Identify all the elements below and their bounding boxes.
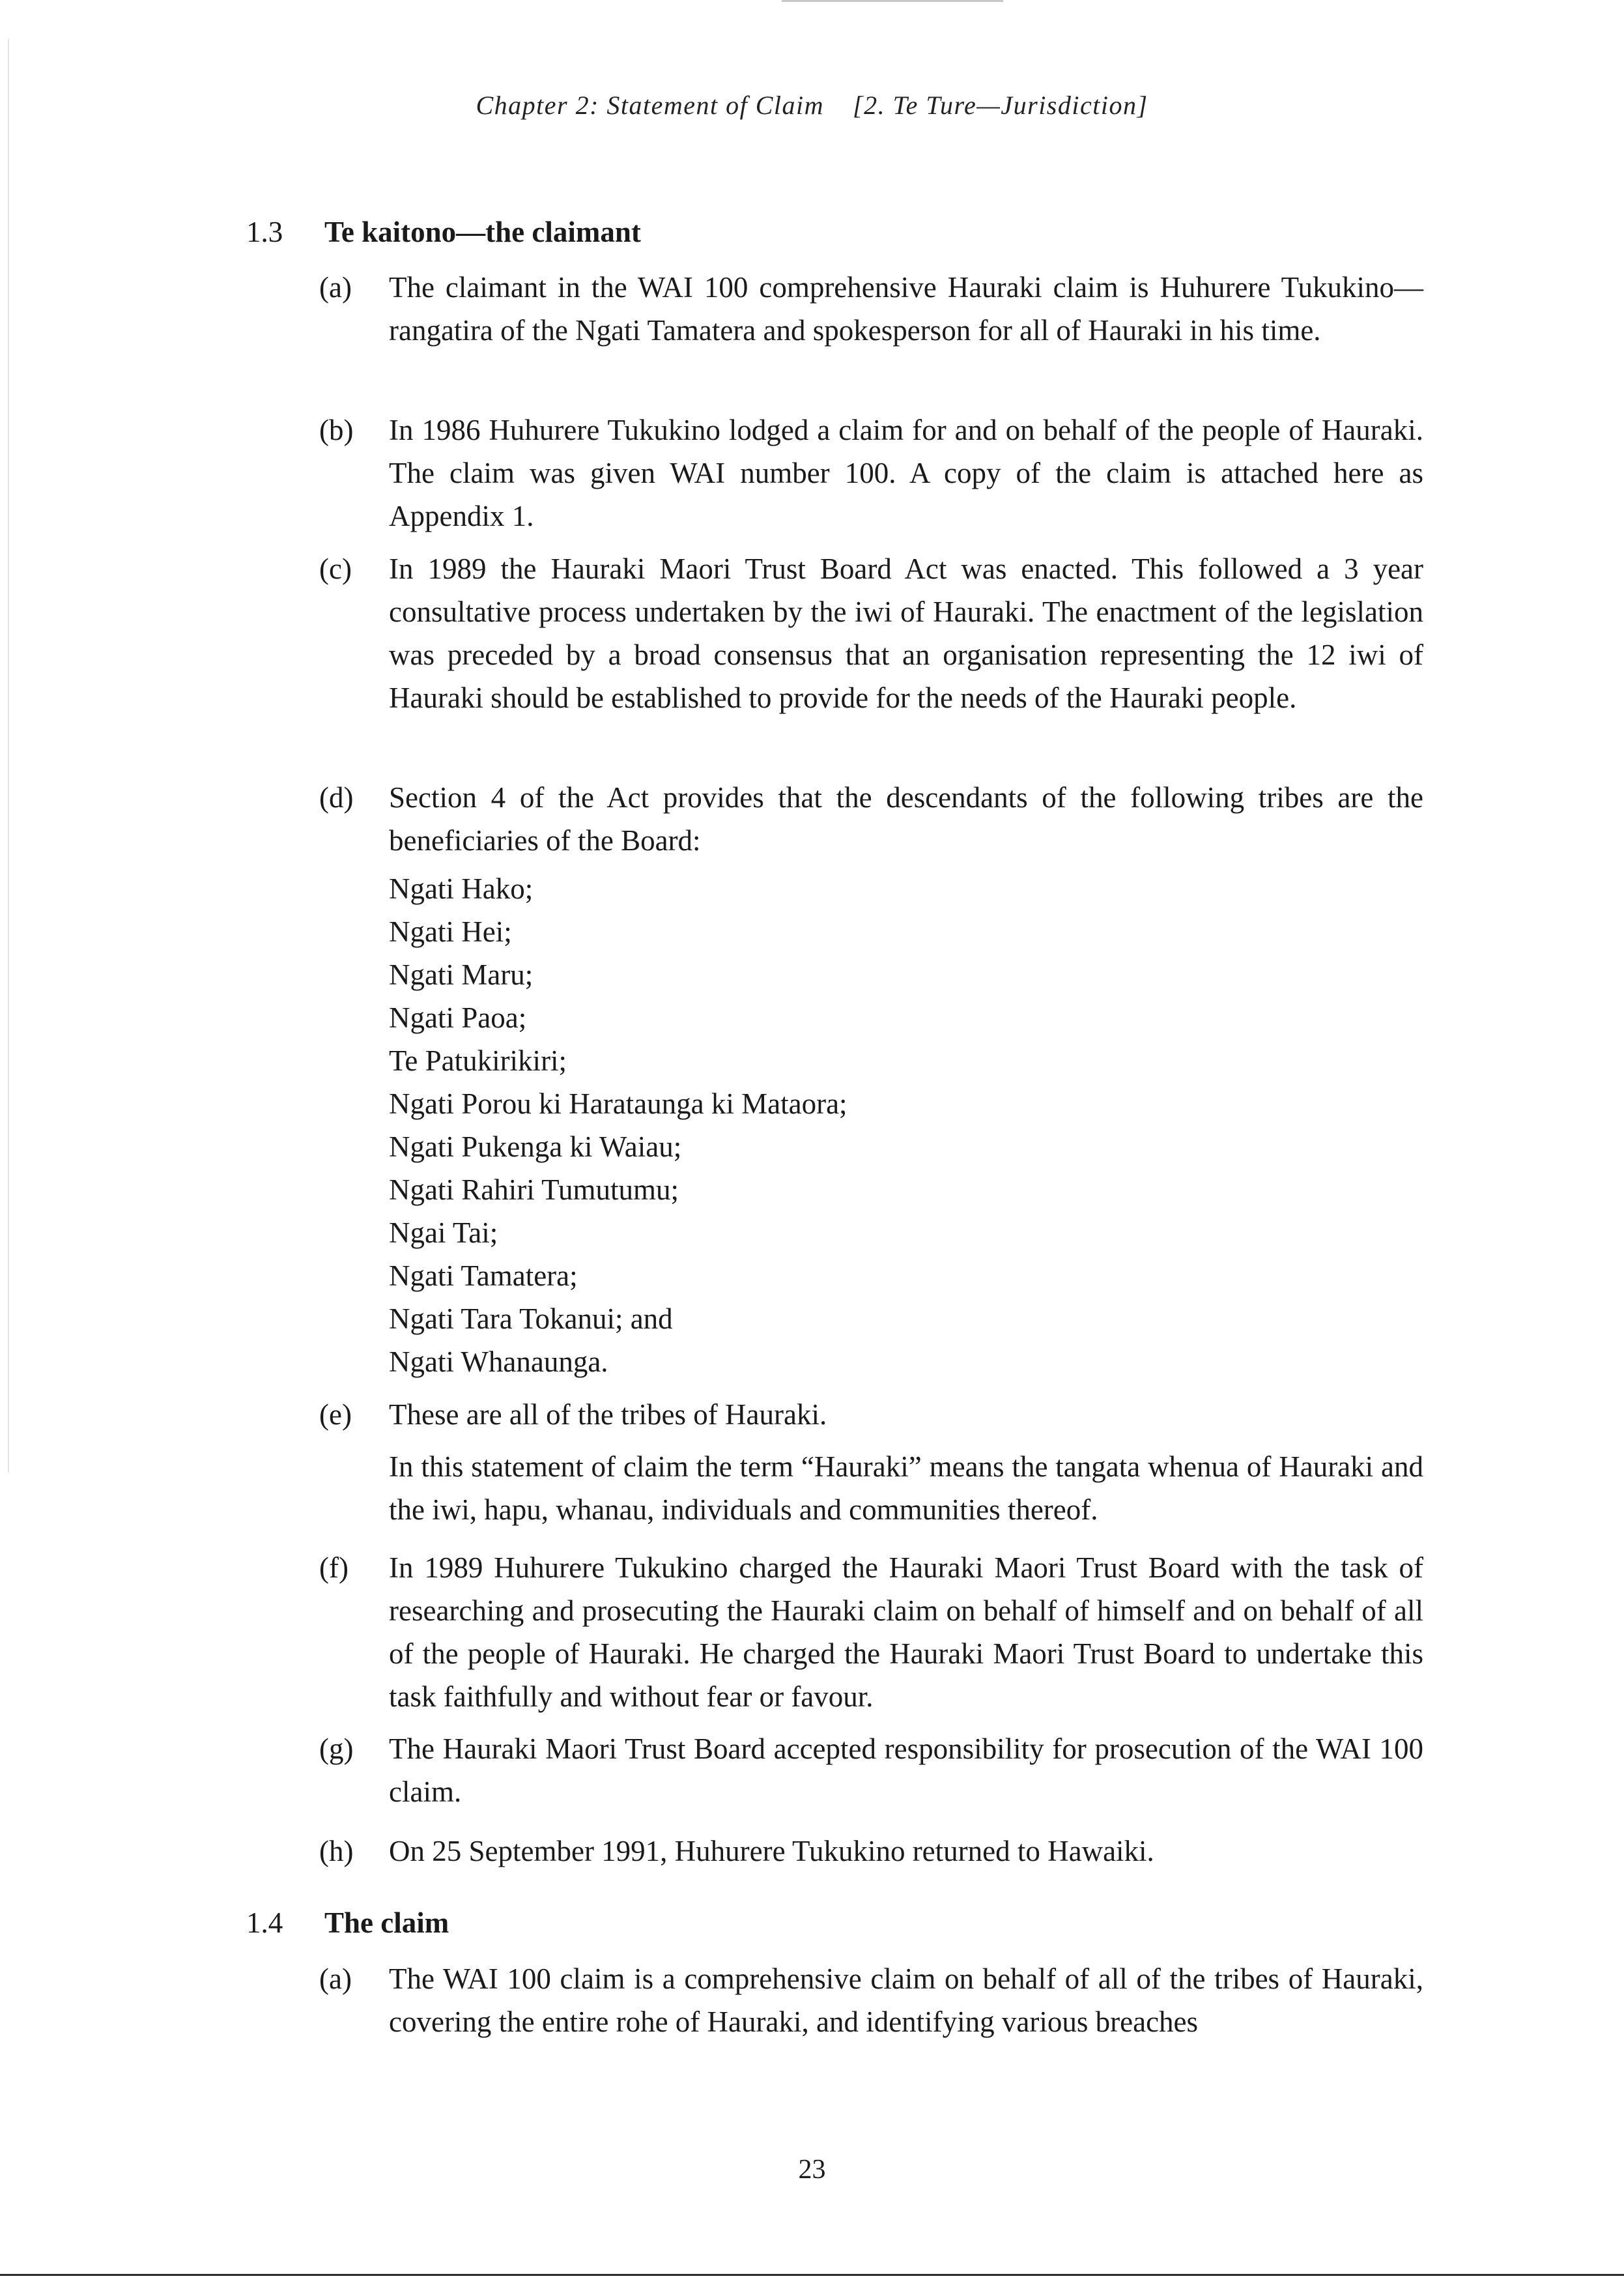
list-item-e: [319, 1393, 1423, 1531]
tribe-list-item: Ngati Rahiri Tumutumu;: [389, 1173, 679, 1206]
running-head: [0, 90, 1624, 121]
item-label: (a): [319, 271, 352, 304]
tribe-list-item: Ngati Tamatera;: [389, 1259, 578, 1292]
item-text: These are all of the tribes of Hauraki.: [389, 1398, 827, 1431]
tribe-list-item: Ngati Porou ki Harataunga ki Mataora;: [389, 1087, 848, 1120]
item-label: (e): [319, 1398, 352, 1431]
item-label: (b): [319, 414, 354, 446]
item-label: (f): [319, 1551, 349, 1584]
tribe-list-item: Ngati Pukenga ki Waiau;: [389, 1130, 682, 1163]
tribe-list-item: Ngati Hako;: [389, 872, 534, 905]
item-label: (a): [319, 1962, 352, 1995]
tribe-list: [389, 867, 848, 1383]
bottom-rule: [0, 2274, 1624, 2276]
tribe-list-item: Ngati Whanaunga.: [389, 1345, 608, 1378]
section-title: Te kaitono—the claimant: [324, 216, 641, 248]
top-rule: [782, 0, 1003, 2]
item-text: In 1989 the Hauraki Maori Trust Board Act was enacted. This followed a 3 year consultative process undertaken by the iwi of Hauraki. The enactment of the legislation was preceded by a broad consensus that an organisation representing the 12 iwi of Hauraki should be established to provide for the needs of the Hauraki people.: [389, 553, 1423, 714]
list-item-1-4-a: [319, 1957, 1423, 2043]
item-label: (d): [319, 781, 354, 814]
tribe-list-item: Te Patukirikiri;: [389, 1044, 567, 1077]
tribe-list-item: Ngati Maru;: [389, 958, 534, 991]
section-title: The claim: [324, 1906, 449, 1939]
tribe-list-item: Ngati Tara Tokanui; and: [389, 1302, 673, 1335]
page-number: 23: [798, 2155, 826, 2185]
item-label: (c): [319, 553, 352, 585]
item-text: In 1986 Huhurere Tukukino lodged a claim for and on behalf of the people of Hauraki. The claim was given WAI number 100. A copy of the claim is attached here as Appendix 1.: [389, 414, 1423, 532]
list-item-h: [319, 1830, 1423, 1873]
list-item-g: [319, 1727, 1423, 1813]
list-item-f: [319, 1546, 1423, 1718]
left-margin-rule: [8, 39, 9, 1473]
section-number: 1.4: [246, 1906, 283, 1939]
running-head-section: [2. Te Ture—Jurisdiction]: [853, 91, 1148, 120]
item-text: The Hauraki Maori Trust Board accepted responsibility for prosecution of the WAI 100 claim.: [389, 1732, 1423, 1808]
item-text: Section 4 of the Act provides that the descendants of the following tribes are the beneficiaries of the Board:: [389, 781, 1423, 857]
list-item-d: [319, 776, 1423, 862]
list-item-a: [319, 266, 1423, 352]
item-text: The claimant in the WAI 100 comprehensive Hauraki claim is Huhurere Tukukino—rangatira of the Ngati Tamatera and spokesperson for all of Hauraki in his time.: [389, 271, 1423, 347]
tribe-list-item: Ngati Paoa;: [389, 1001, 527, 1034]
running-head-chapter: Chapter 2: Statement of Claim: [476, 91, 825, 120]
section-number: 1.3: [246, 216, 283, 248]
item-text: The WAI 100 claim is a comprehensive claim on behalf of all of the tribes of Hauraki, covering the entire rohe of Hauraki, and identifying various breaches: [389, 1962, 1423, 2038]
item-text: In 1989 Huhurere Tukukino charged the Hauraki Maori Trust Board with the task of researching and prosecuting the Hauraki claim on behalf of himself and on behalf of all of the people of Hauraki. He charged the Hauraki Maori Trust Board to undertake this task faithfully and without fear or favour.: [389, 1551, 1423, 1713]
list-item-c: [319, 547, 1423, 719]
item-text: On 25 September 1991, Huhurere Tukukino returned to Hawaiki.: [389, 1835, 1154, 1867]
item-label: (g): [319, 1732, 354, 1765]
item-text-definition: In this statement of claim the term “Hauraki” means the tangata whenua of Hauraki and the iwi, hapu, whanau, individuals and communities thereof.: [389, 1450, 1423, 1526]
list-item-b: [319, 409, 1423, 538]
tribe-list-item: Ngati Hei;: [389, 915, 512, 948]
item-label: (h): [319, 1835, 354, 1867]
tribe-list-item: Ngai Tai;: [389, 1216, 498, 1249]
